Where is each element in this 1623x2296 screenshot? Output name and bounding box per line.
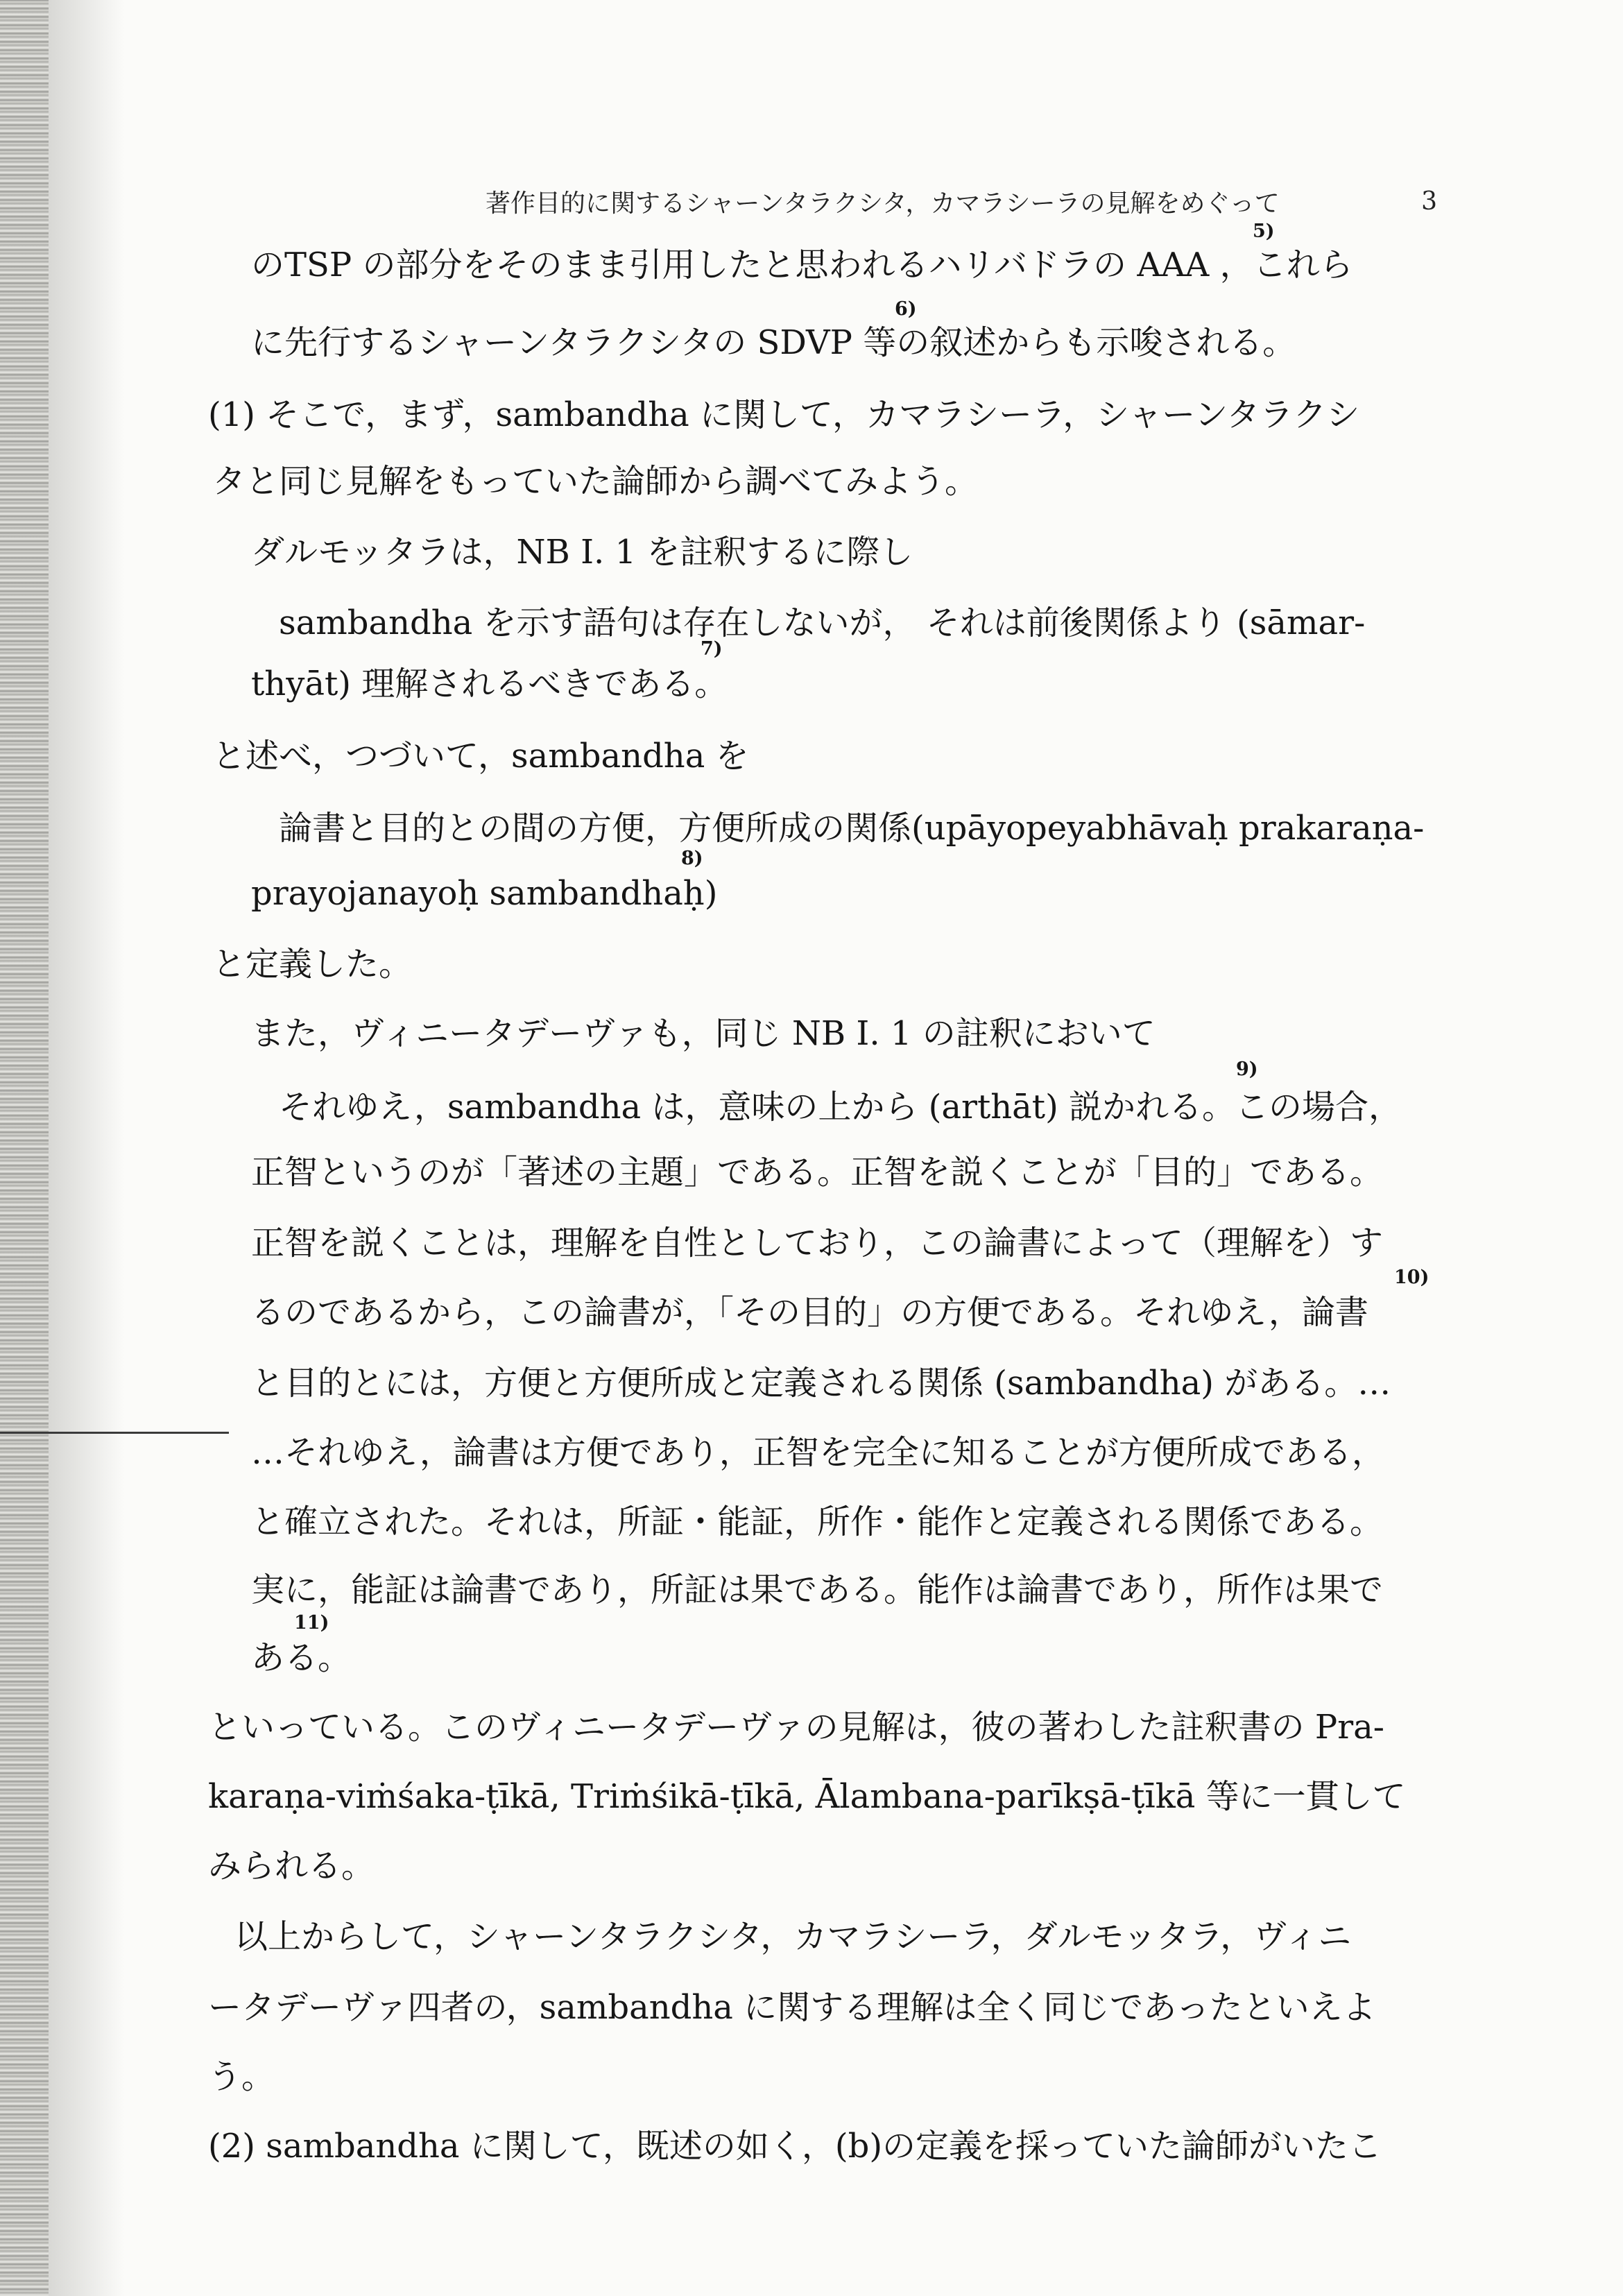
note-marker-8: 8) xyxy=(681,848,703,869)
text-line-27: う。 xyxy=(208,2057,275,2096)
text-line-5: ダルモッタラは，NB I. 1 を註釈するに際し xyxy=(251,533,913,572)
note-marker-9: 9) xyxy=(1236,1059,1258,1080)
text-line-18: …それゆえ，論書は方便であり，正智を完全に知ることが方便所成である， xyxy=(251,1433,1385,1472)
text-line-6: sambandha を示す語句は存在しないが， それは前後関係より (sāmar- xyxy=(279,603,1366,642)
text-line-16: るのであるから，この論書が，「その目的」の方便である。それゆえ，論書 xyxy=(251,1293,1368,1332)
text-line-14: 正智というのが「著述の主題」である。正智を説くことが「目的」である。 xyxy=(251,1153,1384,1192)
text-line-8: と述べ，つづいて，sambandha を xyxy=(212,737,749,776)
note-marker-5: 5) xyxy=(1253,221,1275,242)
note-marker-11: 11) xyxy=(294,1612,329,1634)
note-marker-6: 6) xyxy=(895,298,917,320)
note-marker-7: 7) xyxy=(701,638,723,660)
text-line-10: prayojanayoḥ sambandhaḥ) xyxy=(251,874,718,913)
text-line-13: それゆえ，sambandha は，意味の上から (arthāt) 説かれる。この場合， xyxy=(279,1088,1402,1126)
text-line-25: 以上からして，シャーンタラクシタ，カマラシーラ，ダルモッタラ，ヴィニ xyxy=(234,1917,1352,1956)
text-line-21: ある。 xyxy=(251,1638,352,1677)
text-line-2: に先行するシャーンタラクシタの SDVP 等の叙述からも示唆される。 xyxy=(251,323,1296,362)
text-line-3: (1) そこで，まず，sambandha に関して，カマラシーラ，シャーンタラクシ xyxy=(208,395,1360,434)
text-line-12: また，ヴィニータデーヴァも，同じ NB I. 1 の註釈において xyxy=(251,1014,1156,1053)
binding-shadow xyxy=(49,0,125,2296)
scan-rule-line xyxy=(0,1432,229,1434)
text-line-23: karaṇa-viṁśaka-ṭīkā, Triṁśikā-ṭīkā, Ālambana-parīkṣā-ṭīkā 等に一貫して xyxy=(208,1777,1406,1816)
text-line-11: と定義した。 xyxy=(212,945,413,984)
running-title: 著作目的に関するシャーンタラクシタ，カマラシーラの見解をめぐって xyxy=(486,189,1280,218)
running-header xyxy=(486,182,1437,221)
text-line-22: といっている。このヴィニータデーヴァの見解は，彼の著わした註釈書の Pra- xyxy=(208,1708,1384,1747)
text-line-7: thyāt) 理解されるべきである。 xyxy=(251,665,728,703)
text-line-19: と確立された。それは，所証・能証，所作・能作と定義される関係である。 xyxy=(251,1502,1384,1541)
text-line-9: 論書と目的との間の方便，方便所成の関係(upāyopeyabhāvaḥ prakaraṇa- xyxy=(279,809,1425,848)
text-line-1: のTSP の部分をそのまま引用したと思われるハリバドラの AAA ，これら xyxy=(251,246,1353,284)
text-line-4: タと同じ見解をもっていた論師から調べてみよう。 xyxy=(212,462,979,501)
text-line-28: (2) sambandha に関して，既述の如く，(b)の定義を採っていた論師がいたこ xyxy=(208,2127,1382,2166)
text-line-24: みられる。 xyxy=(208,1847,375,1885)
text-line-17: と目的とには，方便と方便所成と定義される関係 (sambandha) がある。… xyxy=(251,1364,1391,1403)
note-marker-10: 10) xyxy=(1394,1267,1429,1288)
binding-edge xyxy=(0,0,49,2296)
text-line-20: 実に，能証は論書であり，所証は果である。能作は論書であり，所作は果で xyxy=(251,1570,1384,1609)
text-line-15: 正智を説くことは，理解を自性としており，この論書によって（理解を）す xyxy=(251,1224,1384,1262)
page-number: 3 xyxy=(1421,187,1437,216)
text-line-26: ータデーヴァ四者の，sambandha に関する理解は全く同じであったといえよ xyxy=(208,1988,1376,2027)
